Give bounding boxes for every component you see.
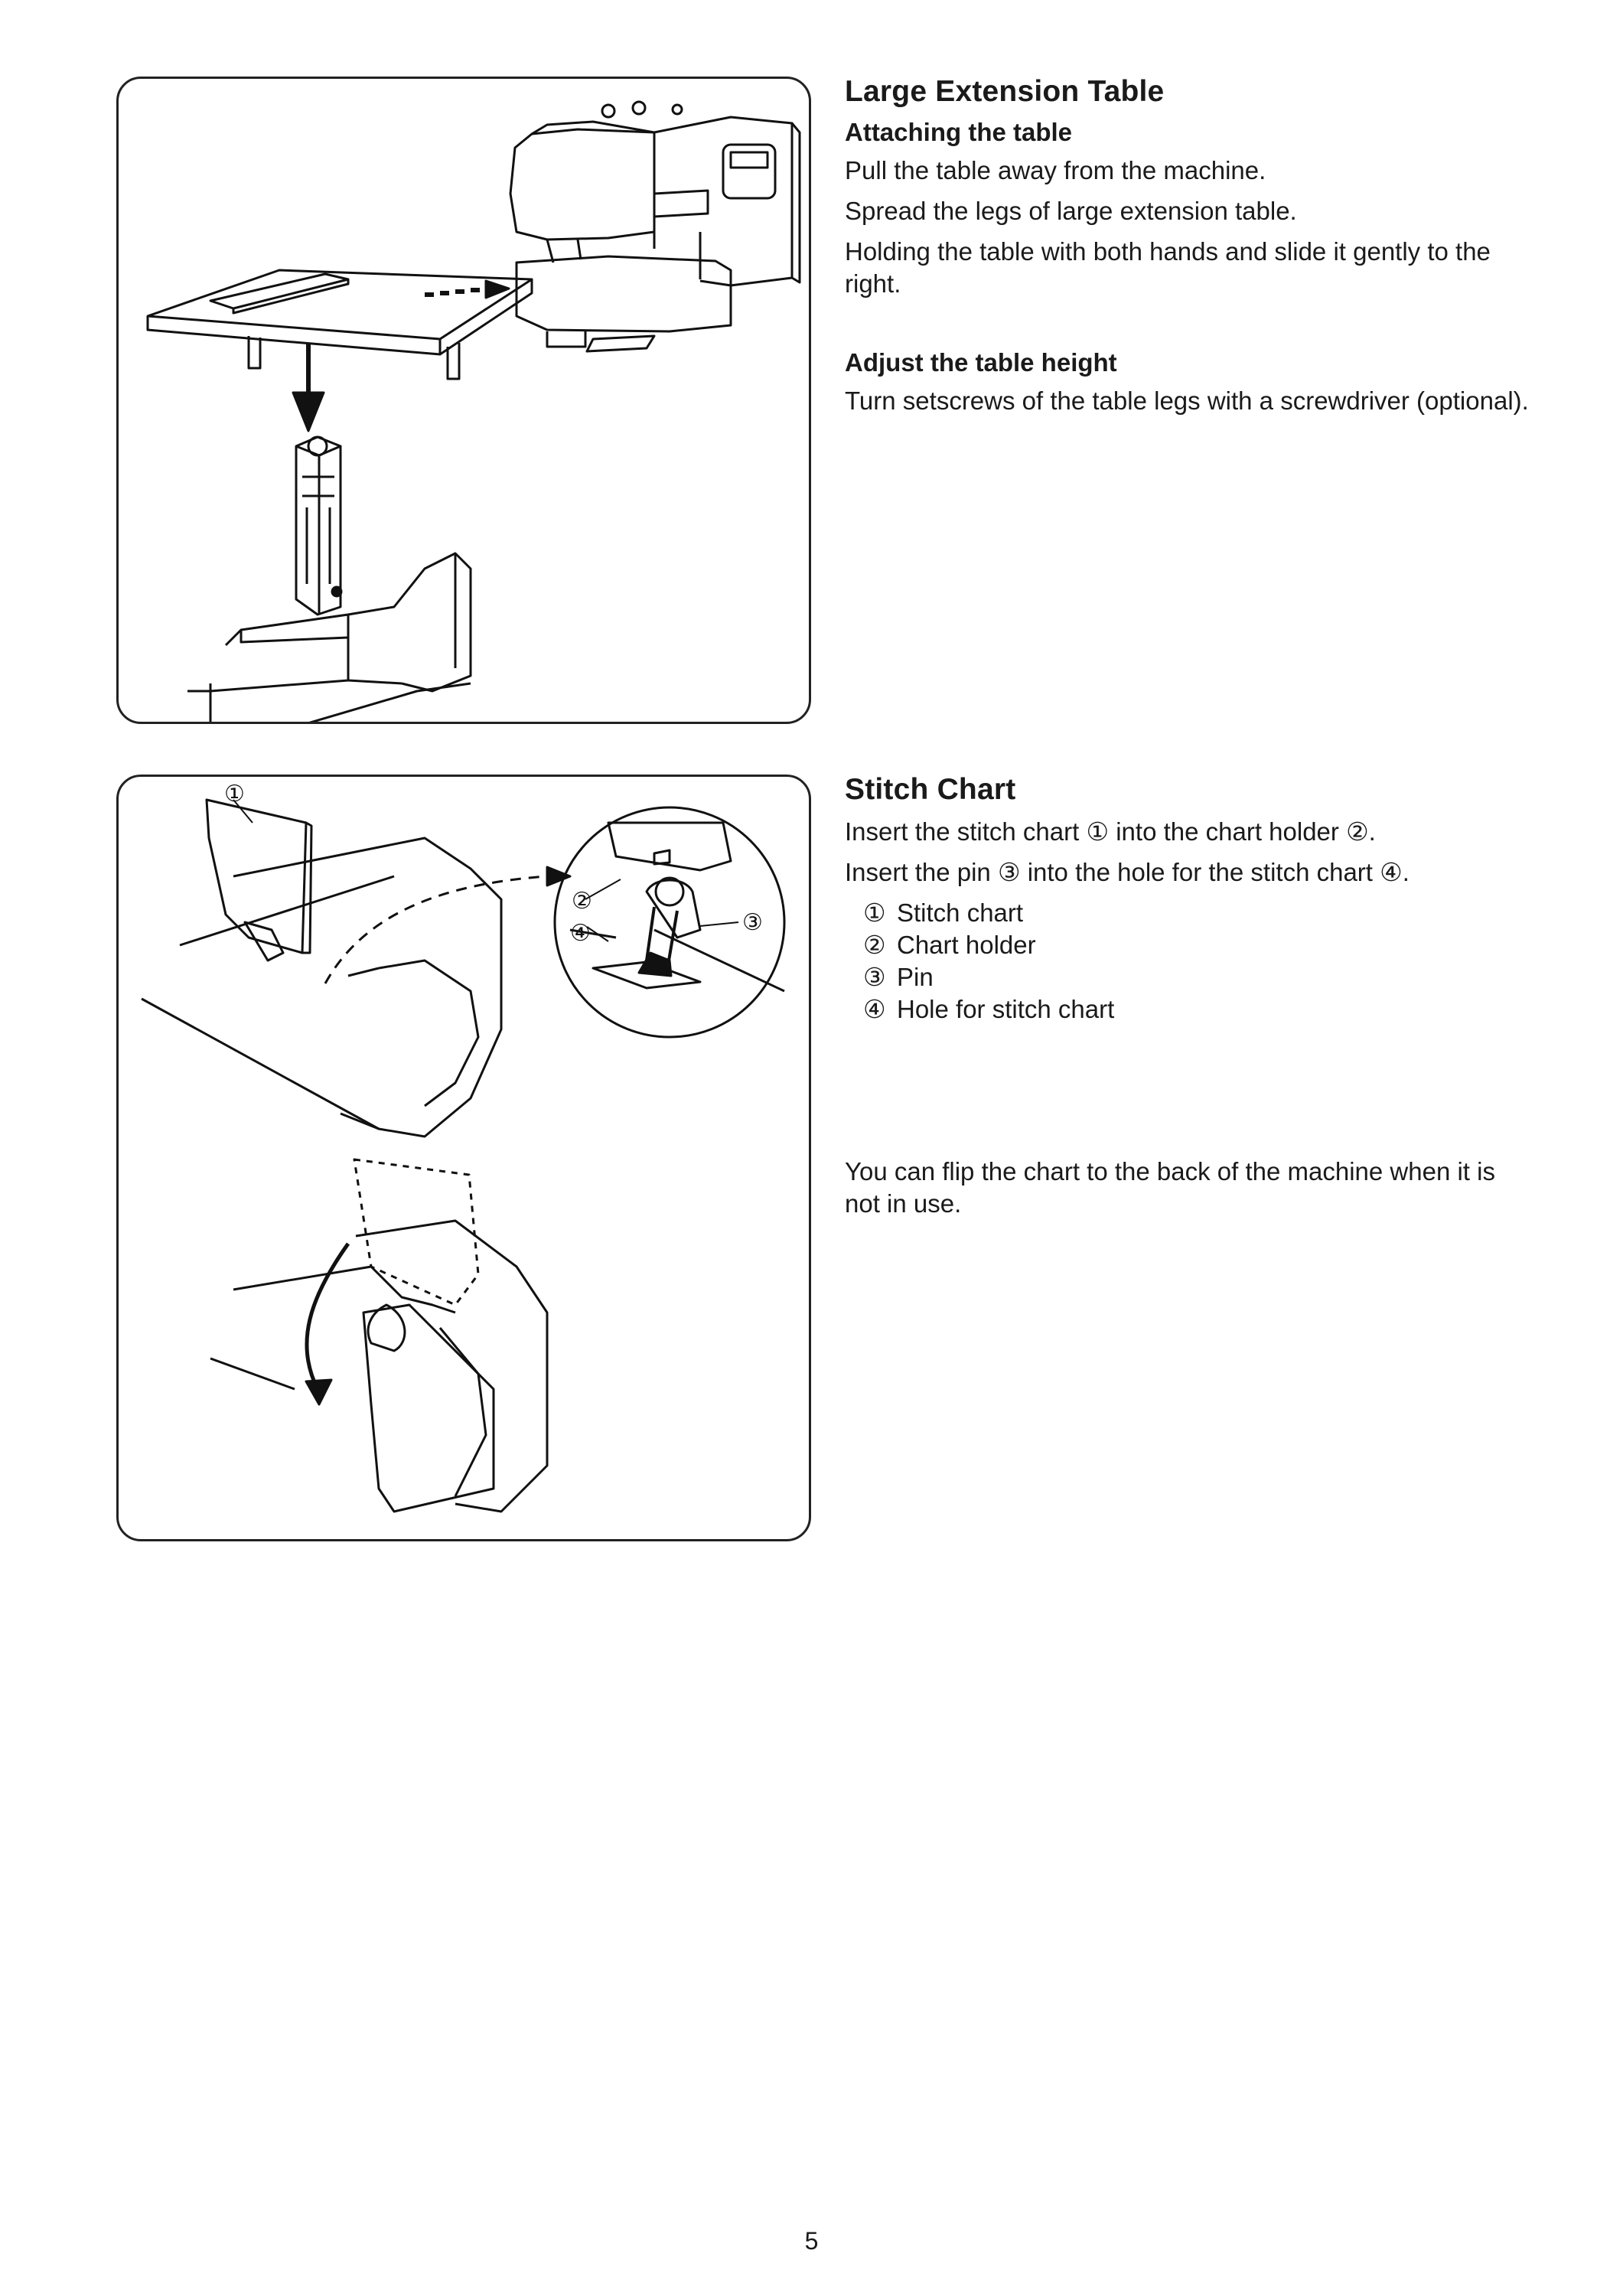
chart-flipped-position xyxy=(363,1305,494,1512)
machine-arm-drawing-bottom xyxy=(210,1221,547,1512)
page-number: 5 xyxy=(804,2227,819,2255)
table-leg-drawing xyxy=(187,344,471,722)
instruction-line: Pull the table away from the machine. xyxy=(845,156,1266,184)
callout-3: ③ xyxy=(742,909,763,936)
stitch-chart-figure xyxy=(116,775,811,1541)
sewing-machine-drawing xyxy=(510,102,800,351)
subsection-title-attaching: Attaching the table xyxy=(845,118,1073,146)
instruction-line: Spread the legs of large extension table. xyxy=(845,197,1297,225)
subsection-title-height: Adjust the table height xyxy=(845,348,1117,377)
machine-arm-drawing-top xyxy=(142,838,501,1137)
extension-table-drawing xyxy=(148,270,532,379)
instruction-line: Insert the pin ③ into the hole for the stitch chart ④. xyxy=(845,858,1410,886)
instruction-line: Insert the stitch chart ① into the chart holder ②. xyxy=(845,817,1376,846)
extension-table-section xyxy=(845,75,1533,426)
stitch-chart-illustration xyxy=(119,777,809,1539)
slide-direction-arrow xyxy=(425,290,480,295)
legend-item: ① Stitch chart xyxy=(863,899,1024,927)
stitch-chart-section xyxy=(845,773,1533,1228)
instruction-line: Holding the table with both hands and slide it gently to the right. xyxy=(845,237,1491,298)
flip-chart-note: You can flip the chart to the back of the machine when it is not in use. xyxy=(845,1157,1495,1218)
extension-table-figure xyxy=(116,77,811,724)
section-title: Stitch Chart xyxy=(845,773,1016,806)
legend-item: ② Chart holder xyxy=(863,931,1036,959)
flip-arrow xyxy=(307,1244,348,1389)
extension-table-illustration xyxy=(119,79,809,722)
legend-item: ③ Pin xyxy=(863,963,934,991)
chart-original-position xyxy=(354,1159,478,1305)
stitch-chart-card-drawing xyxy=(207,800,311,960)
callout-2: ② xyxy=(572,888,592,915)
parts-legend xyxy=(845,897,1533,1026)
legend-item: ④ Hole for stitch chart xyxy=(863,995,1115,1023)
section-title: Large Extension Table xyxy=(845,75,1165,108)
callout-1: ① xyxy=(224,781,245,807)
instruction-line: Turn setscrews of the table legs with a screwdriver (optional). xyxy=(845,386,1529,415)
callout-4: ④ xyxy=(570,920,591,947)
